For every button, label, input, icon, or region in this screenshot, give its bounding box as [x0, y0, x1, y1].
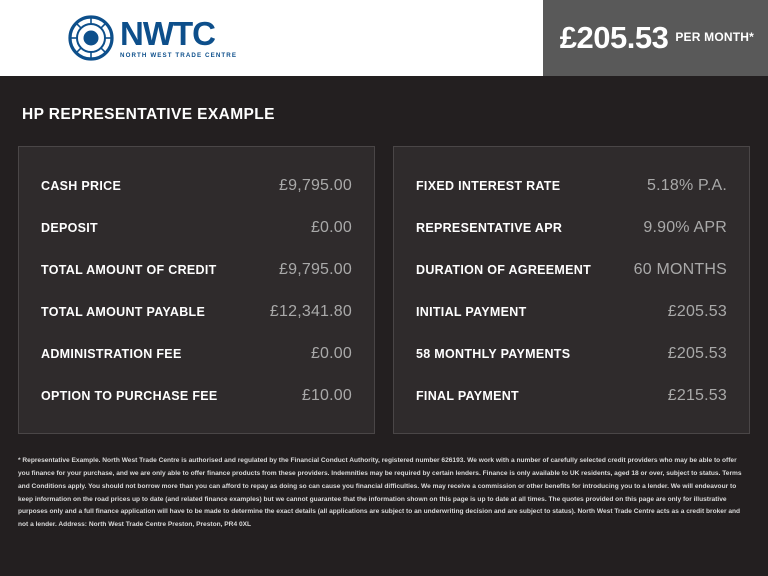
row-label: FIXED INTEREST RATE — [416, 179, 561, 193]
row-value: £0.00 — [310, 219, 352, 236]
row-label: TOTAL AMOUNT OF CREDIT — [41, 263, 217, 277]
row-value: £205.53 — [667, 345, 727, 362]
table-row — [35, 291, 358, 333]
row-label: 58 MONTHLY PAYMENTS — [416, 347, 571, 361]
table-row — [410, 207, 733, 249]
row-value: £12,341.80 — [269, 303, 352, 320]
row-value: £0.00 — [310, 345, 352, 362]
logo-subtitle: NORTH WEST TRADE CENTRE — [120, 51, 238, 59]
row-label: TOTAL AMOUNT PAYABLE — [41, 305, 206, 319]
row-label: REPRESENTATIVE APR — [416, 221, 563, 235]
finance-panel-right — [393, 146, 750, 434]
tyre-wheel-icon — [68, 15, 114, 61]
row-value: £9,795.00 — [279, 261, 352, 278]
row-value: £215.53 — [667, 387, 727, 404]
logo-area — [0, 0, 543, 76]
representative-example-footnote: * Representative Example. North West Trade Centre is authorised and regulated by the Financial Conduct Authority, registered number 626193. We work with a number of carefully selected credit providers who may be able to offer you finance for your purchase, and we are only able to offer finance products from these providers. Indemnities may be required by certain lenders. Finance is only available to UK residents, aged 18 or over, subject to status. Terms and Conditions apply. You should not borrow more than you can afford to repay as doing so can cause you financial difficulties. We may receive a commission or other benefits for introducing you to a lender. We will endeavour to keep information on the road prices up to date (and related finance examples) but we cannot guarantee that the information shown on this page is up to date at all times. The quotes provided on this page are only for illustrative purposes only and a full finance application will have to be made to determine the exact details (all applications are subject to an underwriting decision and are subject to status). North West Trade Centre acts as a credit broker and not a lender. Address: North West Trade Centre Preston, Preston, PR4 0XL — [18, 457, 742, 529]
row-value: 60 MONTHS — [633, 261, 727, 278]
table-row — [35, 249, 358, 291]
monthly-price-unit: PER MONTH* — [675, 29, 754, 44]
row-value: 5.18% P.A. — [647, 177, 727, 194]
monthly-price-banner — [543, 0, 768, 76]
row-label: DEPOSIT — [41, 221, 98, 235]
table-row — [35, 375, 358, 417]
table-row — [410, 291, 733, 333]
row-value: £10.00 — [301, 387, 352, 404]
row-label: CASH PRICE — [41, 179, 122, 193]
header — [0, 0, 768, 76]
table-row — [410, 333, 733, 375]
page-title: HP REPRESENTATIVE EXAMPLE — [22, 106, 275, 123]
table-row — [35, 333, 358, 375]
monthly-price-amount: £205.53 — [559, 20, 669, 55]
row-label: ADMINISTRATION FEE — [41, 347, 182, 361]
row-value: 9.90% APR — [643, 219, 727, 236]
finance-panel-left — [18, 146, 375, 434]
table-row — [410, 375, 733, 417]
row-value: £205.53 — [667, 303, 727, 320]
finance-details-panels — [18, 146, 750, 434]
row-label: INITIAL PAYMENT — [416, 305, 527, 319]
table-row — [35, 165, 358, 207]
table-row — [410, 165, 733, 207]
table-row — [410, 249, 733, 291]
table-row — [35, 207, 358, 249]
row-label: OPTION TO PURCHASE FEE — [41, 389, 218, 403]
row-value: £9,795.00 — [279, 177, 352, 194]
nwtc-logo — [68, 15, 237, 61]
row-label: FINAL PAYMENT — [416, 389, 519, 403]
row-label: DURATION OF AGREEMENT — [416, 263, 592, 277]
logo-wordmark: NWTC — [120, 14, 215, 52]
